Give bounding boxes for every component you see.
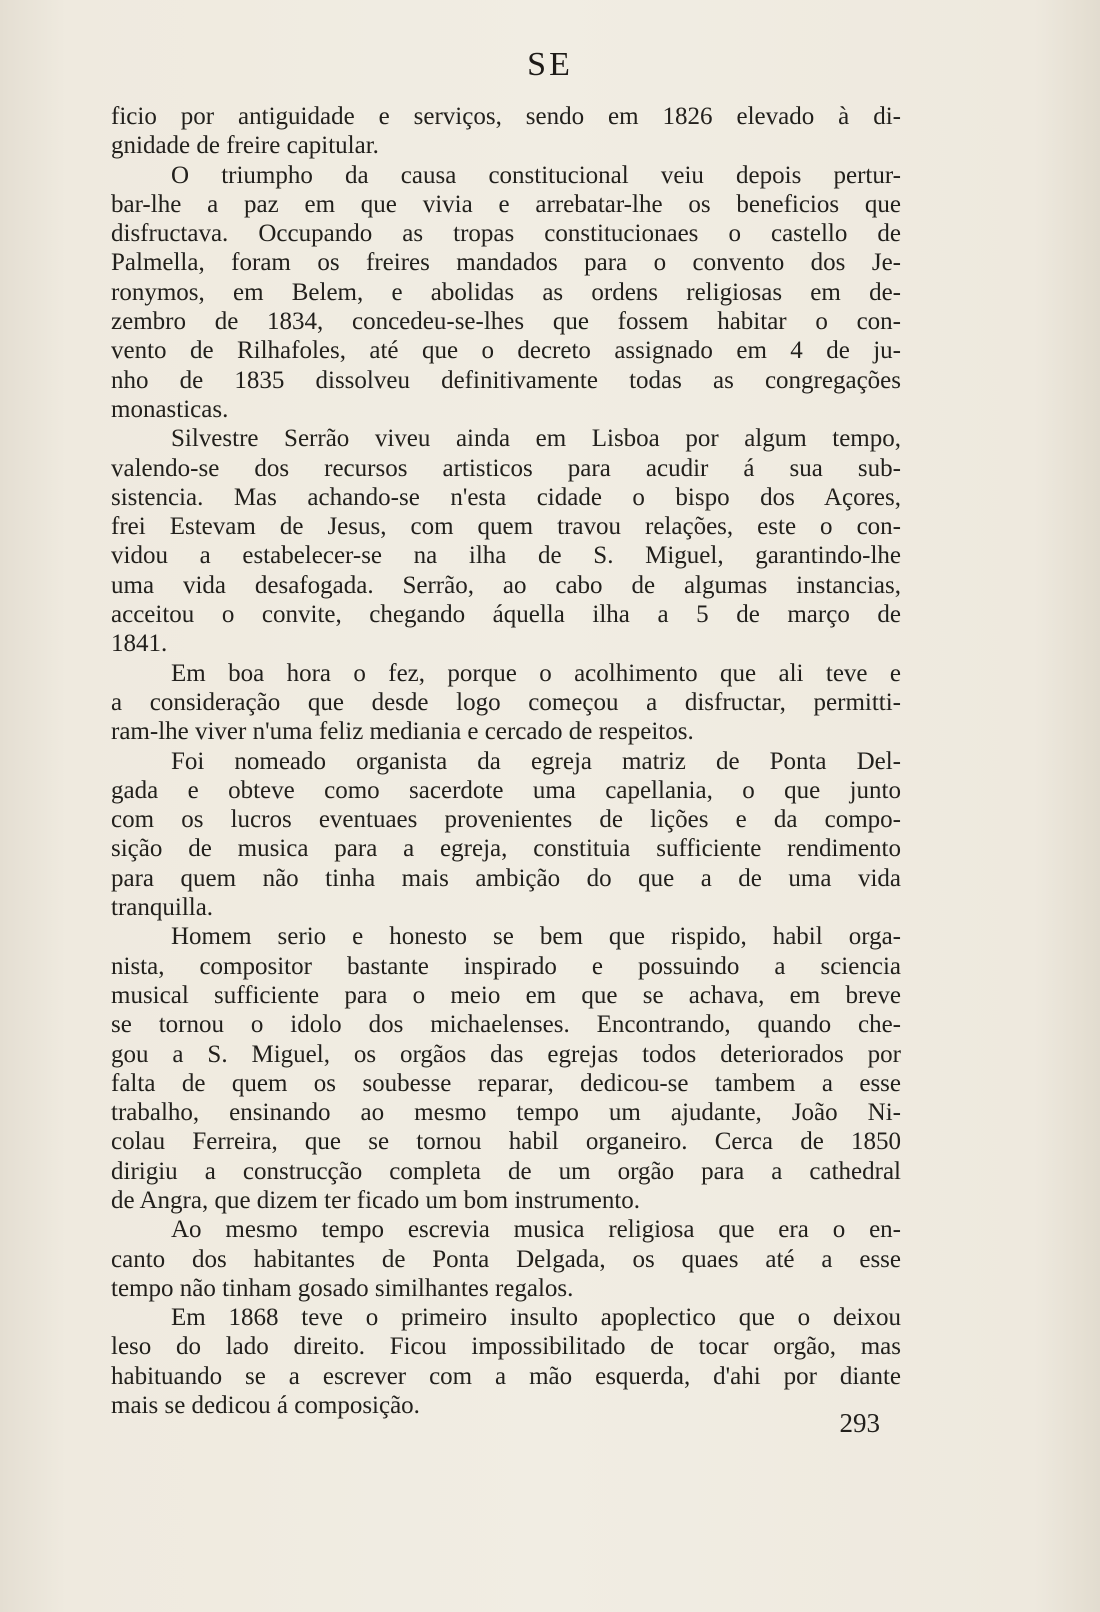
- text-line: para quem não tinha mais ambição do que a de uma vida: [111, 864, 901, 892]
- text-line: frei Estevam de Jesus, com quem travou relações, este o con-: [111, 513, 901, 541]
- text-line: sistencia. Mas achando-se n'esta cidade o bispo dos Açores,: [111, 483, 901, 511]
- text-line: gou a S. Miguel, os orgãos das egrejas todos deteriorados por: [111, 1040, 901, 1068]
- text-line: leso do lado direito. Ficou impossibilitado de tocar orgão, mas: [111, 1333, 901, 1361]
- text-line: tempo não tinham gosado similhantes regalos.: [111, 1274, 574, 1302]
- text-line: vento de Rilhafoles, até que o decreto assignado em 4 de ju-: [111, 337, 901, 365]
- text-line: trabalho, ensinando ao mesmo tempo um ajudante, João Ni-: [111, 1099, 901, 1127]
- text-line: disfructava. Occupando as tropas constitucionaes o castello de: [111, 220, 901, 248]
- text-line: habituando se a escrever com a mão esquerda, d'ahi por diante: [111, 1362, 901, 1390]
- text-line: ficio por antiguidade e serviços, sendo em 1826 elevado à di-: [111, 103, 901, 130]
- text-line: canto dos habitantes de Ponta Delgada, os quaes até a esse: [111, 1245, 901, 1273]
- text-line: Ao mesmo tempo escrevia musica religiosa que era o en-: [171, 1216, 901, 1244]
- text-line: acceitou o convite, chegando áquella ilha a 5 de março de: [111, 601, 901, 629]
- text-line: tranquilla.: [111, 894, 214, 922]
- text-line: zembro de 1834, concedeu-se-lhes que fossem habitar o con-: [111, 308, 901, 336]
- text-line: ronymos, em Belem, e abolidas as ordens religiosas em de-: [111, 278, 901, 306]
- text-line: com os lucros eventuaes provenientes de lições e da compo-: [111, 806, 901, 834]
- text-line: dirigiu a construcção completa de um orgão para a cathedral: [111, 1157, 901, 1185]
- text-line: O triumpho da causa constitucional veiu depois pertur-: [171, 161, 901, 189]
- text-line: gnidade de freire capitular.: [111, 132, 379, 160]
- text-line: de Angra, que dizem ter ficado um bom instrumento.: [111, 1186, 641, 1214]
- running-head: SE: [527, 46, 573, 83]
- text-line: mais se dedicou á composição.: [111, 1392, 420, 1420]
- text-line: Em boa hora o fez, porque o acolhimento que ali teve e: [171, 659, 901, 687]
- text-line: Em 1868 teve o primeiro insulto apoplectico que o deixou: [171, 1304, 901, 1332]
- text-line: uma vida desafogada. Serrão, ao cabo de algumas instancias,: [111, 571, 901, 599]
- text-line: monasticas.: [111, 395, 229, 423]
- text-line: colau Ferreira, que se tornou habil organeiro. Cerca de 1850: [111, 1128, 901, 1156]
- text-line: 1841.: [111, 630, 168, 658]
- text-line: Palmella, foram os freires mandados para o convento dos Je-: [111, 249, 901, 277]
- text-line: Homem serio e honesto se bem que rispido, habil orga-: [171, 923, 901, 951]
- text-line: falta de quem os soubesse reparar, dedicou-se tambem a esse: [111, 1069, 901, 1097]
- text-line: nista, compositor bastante inspirado e possuindo a sciencia: [111, 952, 901, 980]
- text-line: nho de 1835 dissolveu definitivamente todas as congregações: [111, 366, 901, 394]
- text-line: Silvestre Serrão viveu ainda em Lisboa por algum tempo,: [171, 425, 901, 453]
- text-line: musical sufficiente para o meio em que se achava, em breve: [111, 981, 901, 1009]
- text-line: sição de musica para a egreja, constituia sufficiente rendimento: [111, 835, 901, 863]
- text-line: ram-lhe viver n'uma feliz mediania e cercado de respeitos.: [111, 718, 694, 746]
- page-number: 293: [839, 1408, 880, 1438]
- text-line: Foi nomeado organista da egreja matriz de Ponta Del-: [171, 747, 901, 775]
- text-line: valendo-se dos recursos artisticos para acudir á sua sub-: [111, 454, 901, 482]
- text-line: se tornou o idolo dos michaelenses. Encontrando, quando che-: [111, 1011, 901, 1039]
- text-line: a consideração que desde logo começou a disfructar, permitti-: [111, 688, 901, 716]
- text-line: bar-lhe a paz em que vivia e arrebatar-lhe os beneficios que: [111, 190, 901, 218]
- text-line: vidou a estabelecer-se na ilha de S. Miguel, garantindo-lhe: [111, 542, 901, 570]
- body-text: [111, 102, 901, 1420]
- text-line: gada e obteve como sacerdote uma capellania, o que junto: [111, 776, 901, 804]
